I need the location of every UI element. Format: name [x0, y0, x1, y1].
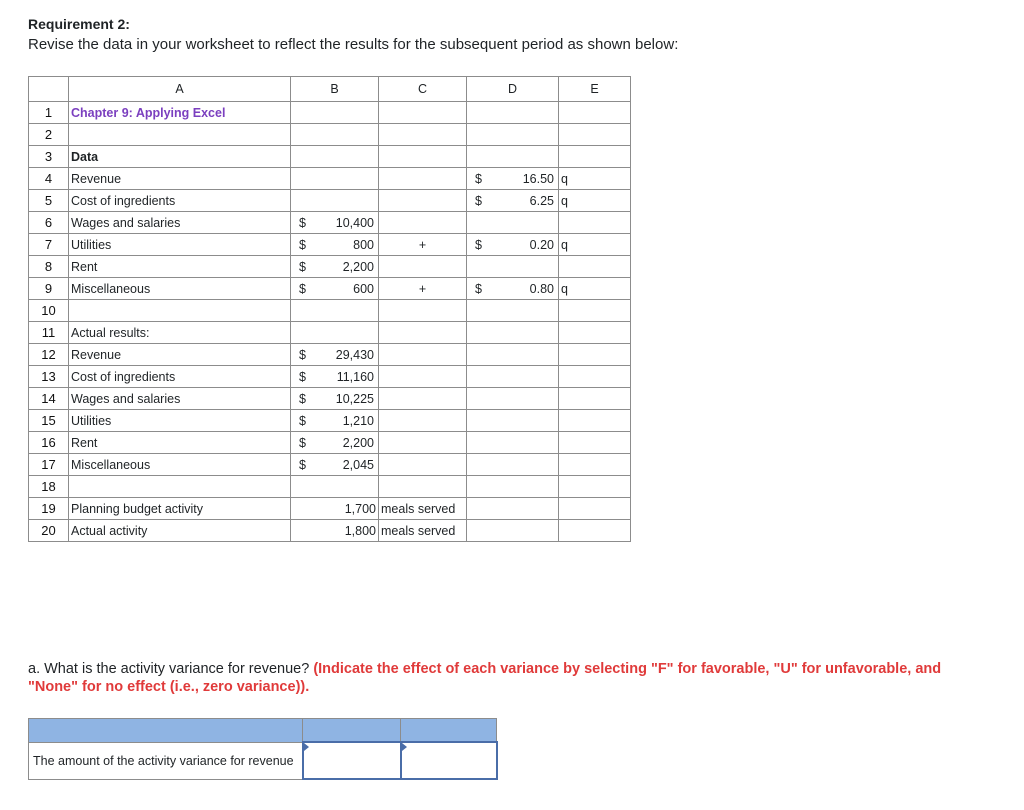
column-header-a[interactable]: A [69, 77, 291, 102]
cell-e-text: q [561, 237, 568, 252]
cell-c[interactable] [379, 366, 467, 388]
row-number-label: 4 [44, 171, 53, 186]
row-number [29, 388, 69, 410]
row-number [29, 410, 69, 432]
cell-b[interactable] [291, 190, 379, 212]
cell-d[interactable] [467, 432, 559, 454]
cell-d[interactable] [467, 212, 559, 234]
cell-a[interactable] [69, 146, 291, 168]
cell-d[interactable] [467, 476, 559, 498]
cell-e-text: q [561, 193, 568, 208]
cell-a[interactable] [69, 322, 291, 344]
row-number-label: 12 [41, 347, 56, 362]
cell-b-amount: 600 [353, 281, 374, 296]
cell-a-text: Actual results: [71, 325, 150, 340]
column-header-c[interactable]: C [379, 77, 467, 102]
cell-d[interactable] [467, 256, 559, 278]
sheet-row [29, 454, 631, 476]
cell-c[interactable] [379, 454, 467, 476]
cell-a-text: Miscellaneous [71, 457, 151, 472]
cell-a-text: Cost of ingredients [71, 193, 176, 208]
answer-header-cell [401, 719, 497, 743]
cell-d-currency: $ [475, 281, 482, 296]
sheet-row [29, 190, 631, 212]
sheet-row [29, 498, 631, 520]
row-number-label: 3 [44, 149, 53, 164]
cell-d-currency: $ [475, 237, 482, 252]
cell-b-amount: 1,210 [342, 413, 374, 428]
row-number-label: 7 [44, 237, 53, 252]
row-number-label: 14 [41, 391, 56, 406]
row-number [29, 454, 69, 476]
sheet-row [29, 410, 631, 432]
cell-d-currency: $ [475, 171, 482, 186]
row-number [29, 344, 69, 366]
row-number [29, 476, 69, 498]
cell-d[interactable] [467, 102, 559, 124]
cell-a-text: Rent [71, 259, 98, 274]
cell-b-amount: 2,200 [342, 435, 374, 450]
cell-e[interactable] [559, 168, 631, 190]
cell-c[interactable] [379, 102, 467, 124]
cell-b-currency: $ [299, 347, 306, 362]
column-header-row [29, 77, 631, 102]
cell-c[interactable] [379, 520, 467, 542]
cell-a-text: Wages and salaries [71, 391, 181, 406]
cell-a-text: Utilities [71, 413, 112, 428]
cell-b-amount: 2,200 [342, 259, 374, 274]
row-number-label: 8 [44, 259, 53, 274]
cell-d[interactable] [467, 146, 559, 168]
requirement-text: Revise the data in your worksheet to reflect the results for the subsequent period as shown below: [28, 36, 679, 53]
sheet-row [29, 146, 631, 168]
cell-c[interactable] [379, 234, 467, 256]
cell-d[interactable] [467, 190, 559, 212]
row-number [29, 168, 69, 190]
cell-b-amount: 2,045 [342, 457, 374, 472]
row-number [29, 498, 69, 520]
cell-d[interactable] [467, 344, 559, 366]
row-number-label: 9 [44, 281, 53, 296]
row-number-label: 11 [41, 325, 56, 340]
effect-field[interactable] [402, 747, 496, 775]
column-header-d[interactable]: D [467, 77, 559, 102]
row-number-label: 17 [41, 457, 56, 472]
sheet-row [29, 256, 631, 278]
cell-b[interactable] [291, 234, 379, 256]
cell-c[interactable] [379, 146, 467, 168]
cell-a[interactable] [69, 410, 291, 432]
cell-b[interactable] [291, 476, 379, 498]
cell-b-currency: $ [299, 391, 306, 406]
column-header-b[interactable]: B [291, 77, 379, 102]
cell-b[interactable] [291, 410, 379, 432]
row-number [29, 190, 69, 212]
sheet-row [29, 476, 631, 498]
sheet-row [29, 344, 631, 366]
cell-c[interactable] [379, 190, 467, 212]
sheet-row [29, 366, 631, 388]
cell-a[interactable] [69, 344, 291, 366]
cell-a[interactable] [69, 476, 291, 498]
cell-d-amount: 16.50 [522, 171, 554, 186]
cell-b-currency: $ [299, 259, 306, 274]
cell-d[interactable] [467, 498, 559, 520]
cell-c[interactable] [379, 322, 467, 344]
cell-e[interactable] [559, 476, 631, 498]
cell-e[interactable] [559, 432, 631, 454]
cell-a-text: Data [71, 149, 99, 164]
cell-b[interactable] [291, 366, 379, 388]
cell-d[interactable] [467, 278, 559, 300]
row-number-label: 5 [44, 193, 53, 208]
sheet-row [29, 520, 631, 542]
cell-b-amount: 800 [353, 237, 374, 252]
cell-d[interactable] [467, 300, 559, 322]
row-number-label: 10 [41, 303, 56, 318]
cell-c[interactable] [379, 256, 467, 278]
sheet-row [29, 102, 631, 124]
cell-b-currency: $ [299, 413, 306, 428]
cell-d-amount: 0.20 [529, 237, 554, 252]
row-number-label: 15 [41, 413, 56, 428]
cell-b[interactable] [291, 454, 379, 476]
cell-b-amount: 10,225 [335, 391, 374, 406]
column-header-e[interactable]: E [559, 77, 631, 102]
cell-a[interactable] [69, 432, 291, 454]
cell-b[interactable] [291, 300, 379, 322]
cell-c[interactable] [379, 432, 467, 454]
sheet-row [29, 212, 631, 234]
cell-d-amount: 6.25 [529, 193, 554, 208]
cell-a-text: Revenue [71, 171, 122, 186]
cell-e[interactable] [559, 322, 631, 344]
spreadsheet-body [29, 102, 631, 542]
cell-b-currency: $ [299, 435, 306, 450]
row-number [29, 432, 69, 454]
row-number [29, 256, 69, 278]
cell-a[interactable] [69, 212, 291, 234]
cell-e[interactable] [559, 146, 631, 168]
cell-a-text: Planning budget activity [71, 501, 204, 516]
sheet-row [29, 388, 631, 410]
activity-variance-effect-select[interactable] [401, 742, 497, 779]
sheet-row [29, 278, 631, 300]
cell-c[interactable] [379, 410, 467, 432]
cell-e[interactable] [559, 234, 631, 256]
cell-b-amount: 11,160 [336, 369, 374, 384]
cell-a-text: Miscellaneous [71, 281, 151, 296]
row-number-label: 19 [41, 501, 56, 516]
cell-e[interactable] [559, 366, 631, 388]
question [28, 660, 988, 696]
corner-cell [29, 77, 69, 102]
cell-b-currency: $ [299, 237, 306, 252]
row-number-label: 16 [41, 435, 56, 450]
cell-c[interactable] [379, 168, 467, 190]
cell-c[interactable] [379, 124, 467, 146]
answer-header-cell [303, 719, 401, 743]
row-number [29, 520, 69, 542]
question-instruction: (Indicate the effect of each variance by selecting "F" for favorable, "U" for unfavorable, and "None" for no effect (i.e., zero variance)). [28, 661, 942, 695]
cell-b-currency: $ [299, 281, 306, 296]
cell-e[interactable] [559, 300, 631, 322]
requirement-title: Requirement 2: [28, 16, 130, 32]
answer-table [28, 718, 498, 780]
cell-a[interactable] [69, 454, 291, 476]
row-number [29, 300, 69, 322]
cell-d[interactable] [467, 366, 559, 388]
row-number-label: 20 [41, 523, 56, 538]
cell-e[interactable] [559, 102, 631, 124]
cell-a[interactable] [69, 124, 291, 146]
cell-a[interactable] [69, 102, 291, 124]
cell-b-currency: $ [299, 369, 306, 384]
cell-e[interactable] [559, 454, 631, 476]
answer-header-row [29, 719, 497, 743]
cell-b[interactable] [291, 520, 379, 542]
cell-a-text: Cost of ingredients [71, 369, 176, 384]
cell-a-text: Wages and salaries [71, 215, 181, 230]
cell-b[interactable] [291, 102, 379, 124]
cell-c[interactable] [379, 498, 467, 520]
row-number [29, 234, 69, 256]
sheet-row [29, 300, 631, 322]
cell-a[interactable] [69, 234, 291, 256]
input-marker-icon [402, 743, 407, 751]
cell-e[interactable] [559, 520, 631, 542]
cell-b[interactable] [291, 146, 379, 168]
sheet-row [29, 322, 631, 344]
amount-field[interactable] [304, 747, 400, 775]
cell-e[interactable] [559, 410, 631, 432]
cell-a[interactable] [69, 278, 291, 300]
row-number [29, 102, 69, 124]
row-number [29, 146, 69, 168]
cell-a[interactable] [69, 366, 291, 388]
cell-d[interactable] [467, 410, 559, 432]
cell-c-text: + [418, 281, 427, 296]
cell-b-amount: 29,430 [335, 347, 374, 362]
sheet-row [29, 432, 631, 454]
cell-d[interactable] [467, 520, 559, 542]
cell-e[interactable] [559, 256, 631, 278]
cell-a[interactable] [69, 520, 291, 542]
row-number-label: 2 [44, 127, 53, 142]
cell-c-text: meals served [381, 523, 456, 538]
cell-a[interactable] [69, 300, 291, 322]
cell-e-text: q [561, 171, 568, 186]
row-number-label: 13 [41, 369, 56, 384]
cell-d[interactable] [467, 322, 559, 344]
cell-b-currency: $ [299, 215, 306, 230]
row-number-label: 1 [44, 105, 53, 120]
sheet-row [29, 124, 631, 146]
cell-a[interactable] [69, 498, 291, 520]
cell-e[interactable] [559, 278, 631, 300]
row-number-label: 18 [41, 479, 56, 494]
cell-a-text: Utilities [71, 237, 112, 252]
cell-b[interactable] [291, 256, 379, 278]
row-number [29, 322, 69, 344]
cell-d[interactable] [467, 234, 559, 256]
cell-b[interactable] [291, 498, 379, 520]
spreadsheet [28, 76, 631, 542]
cell-d[interactable] [467, 124, 559, 146]
cell-b[interactable] [291, 278, 379, 300]
cell-a[interactable] [69, 190, 291, 212]
cell-e[interactable] [559, 190, 631, 212]
cell-b[interactable] [291, 344, 379, 366]
sheet-row [29, 234, 631, 256]
cell-b-amount: 10,400 [335, 215, 374, 230]
cell-d[interactable] [467, 388, 559, 410]
cell-b-value: 1,700 [344, 501, 376, 516]
cell-c[interactable] [379, 300, 467, 322]
cell-a[interactable] [69, 388, 291, 410]
cell-b[interactable] [291, 212, 379, 234]
cell-e[interactable] [559, 212, 631, 234]
cell-d[interactable] [467, 454, 559, 476]
cell-a[interactable] [69, 168, 291, 190]
input-marker-icon [304, 743, 309, 751]
answer-header-cell [29, 719, 303, 743]
cell-e[interactable] [559, 388, 631, 410]
cell-a[interactable] [69, 256, 291, 278]
cell-a-text: Revenue [71, 347, 122, 362]
cell-b[interactable] [291, 168, 379, 190]
cell-b-value: 1,800 [344, 523, 376, 538]
cell-d[interactable] [467, 168, 559, 190]
cell-c[interactable] [379, 476, 467, 498]
cell-e-text: q [561, 281, 568, 296]
cell-a-text: Chapter 9: Applying Excel [71, 105, 226, 120]
cell-a-text: Rent [71, 435, 98, 450]
row-number [29, 124, 69, 146]
cell-e[interactable] [559, 498, 631, 520]
cell-c[interactable] [379, 344, 467, 366]
cell-b[interactable] [291, 124, 379, 146]
cell-c[interactable] [379, 212, 467, 234]
question-text: a. What is the activity variance for revenue? [28, 661, 310, 677]
cell-c-text: meals served [381, 501, 456, 516]
cell-c-text: + [418, 237, 427, 252]
cell-d-currency: $ [475, 193, 482, 208]
activity-variance-amount-input[interactable] [303, 742, 401, 779]
answer-row [29, 742, 497, 779]
cell-c[interactable] [379, 278, 467, 300]
row-number-label: 6 [44, 215, 53, 230]
cell-c[interactable] [379, 388, 467, 410]
cell-d-amount: 0.80 [529, 281, 554, 296]
row-number [29, 366, 69, 388]
sheet-row [29, 168, 631, 190]
row-number [29, 212, 69, 234]
cell-b[interactable] [291, 432, 379, 454]
cell-e[interactable] [559, 344, 631, 366]
cell-a-text: Actual activity [71, 523, 148, 538]
cell-b[interactable] [291, 322, 379, 344]
cell-e[interactable] [559, 124, 631, 146]
row-number [29, 278, 69, 300]
answer-label: The amount of the activity variance for revenue [29, 742, 303, 779]
cell-b[interactable] [291, 388, 379, 410]
cell-b-currency: $ [299, 457, 306, 472]
